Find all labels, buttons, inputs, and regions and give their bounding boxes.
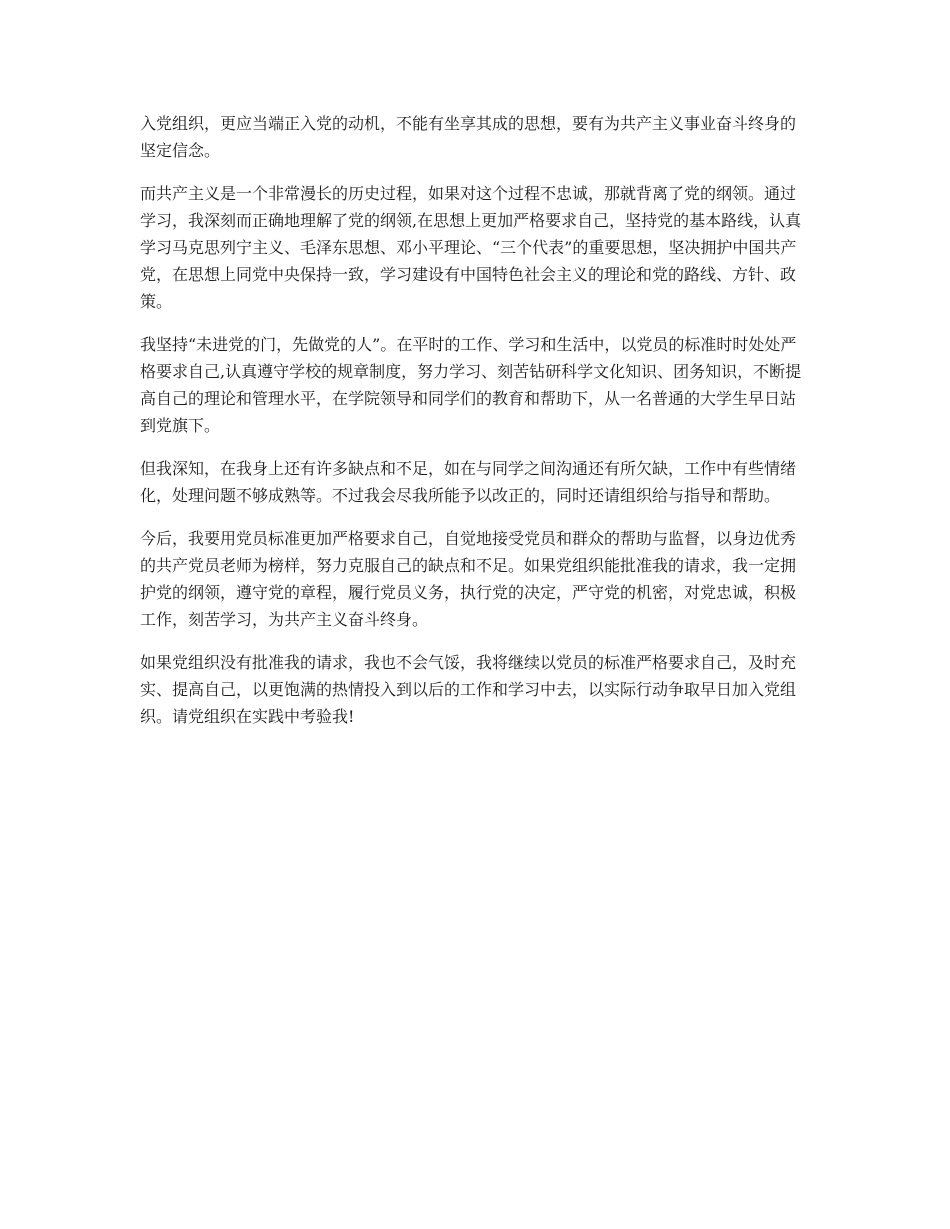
paragraph-6: 如果党组织没有批准我的请求，我也不会气馁，我将继续以党员的标准严格要求自己，及时充实、提高自己，以更饱满的热情投入到以后的工作和学习中去，以实际行动争取早日加入党组织。请党组织在实践中考验我! — [140, 653, 797, 726]
paragraph-5: 今后，我要用党员标准更加严格要求自己，自觉地接受党员和群众的帮助与监督，以身边优秀的共产党员老师为榜样，努力克服自己的缺点和不足。如果党组织能批准我的请求，我一定拥护党的纲领，遵守党的章程，履行党员义务，执行党的决定，严守党的机密，对党忠诚，积极工作，刻苦学习，为共产主义奋斗终身。 — [140, 529, 797, 629]
paragraph-2: 而共产主义是一个非常漫长的历史过程，如果对这个过程不忠诚，那就背离了党的纲领。通过学习，我深刻而正确地理解了党的纲领,在思想上更加严格要求自己，坚持党的基本路线，认真学习马克思列宁主义、毛泽东思想、邓小平理论、“三个代表”的重要思想，坚决拥护中国共产党，在思想上同党中央保持一致，学习建设有中国特色社会主义的理论和党的路线、方针、政策。 — [140, 184, 802, 311]
paragraph-3: 我坚持“未进党的门，先做党的人”。在平时的工作、学习和生活中，以党员的标准时时处处严格要求自己,认真遵守学校的规章制度，努力学习、刻苦钻研科学文化知识、团务知识，不断提高自己的理论和管理水平，在学院领导和同学们的教育和帮助下，从一名普通的大学生早日站到党旗下。 — [140, 335, 802, 435]
paragraph-1: 入党组织，更应当端正入党的动机，不能有坐享其成的思想，要有为共产主义事业奋斗终身的坚定信念。 — [140, 114, 797, 160]
paragraph-4: 但我深知，在我身上还有许多缺点和不足，如在与同学之间沟通还有所欠缺，工作中有些情绪化，处理问题不够成熟等。不过我会尽我所能予以改正的，同时还请组织给与指导和帮助。 — [140, 459, 797, 505]
document-body — [140, 110, 810, 746]
